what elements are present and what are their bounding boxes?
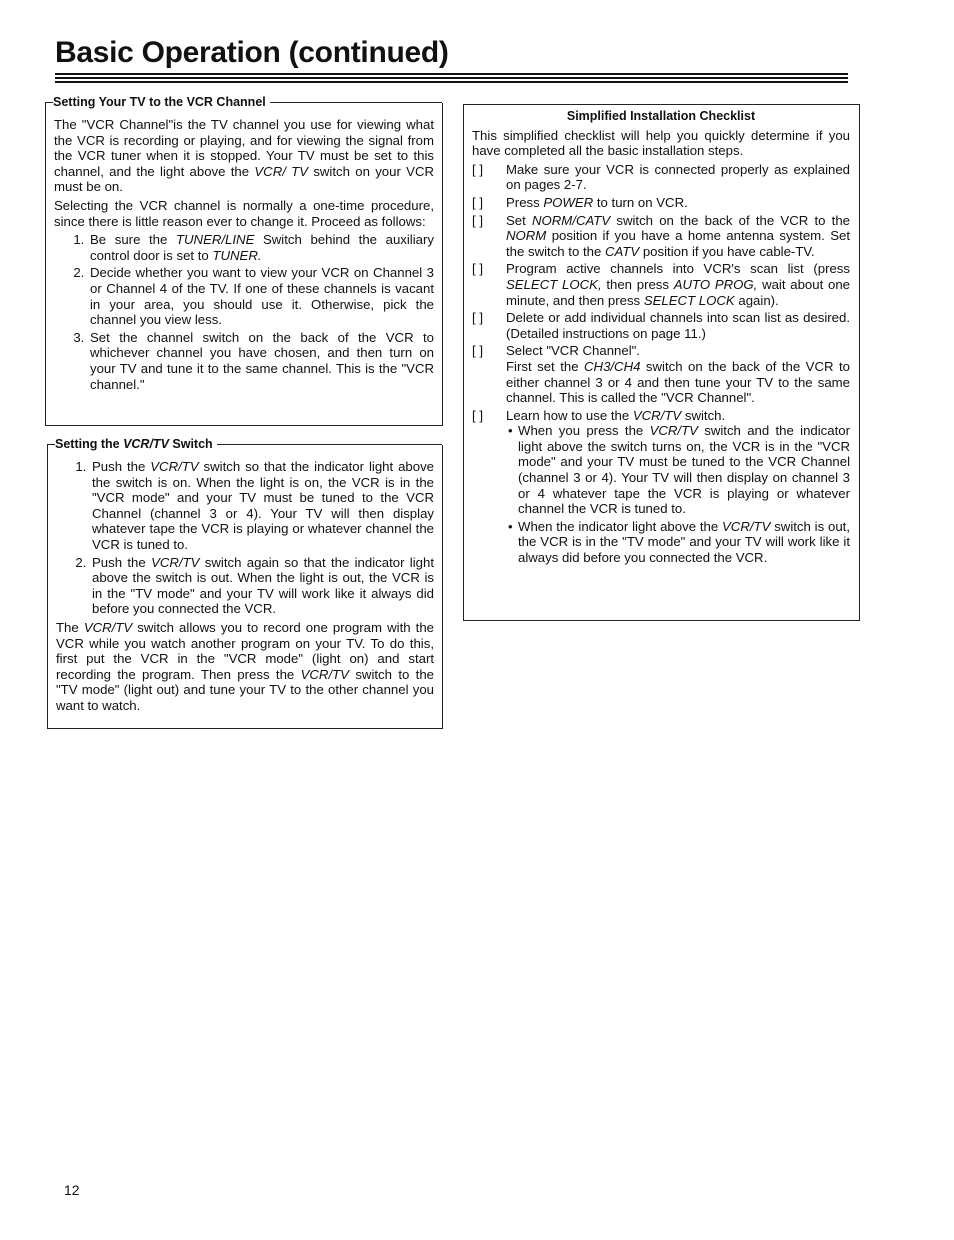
checklist-item: [ ] Set NORM/CATV switch on the back of the VCR to the NORM position if you have a home antenna system. Set the switch to the CATV position if you have cable-TV. — [472, 212, 850, 259]
checkbox-bracket: [ ] — [472, 407, 483, 423]
list-item: 3. Set the channel switch on the back of the VCR to whichever channel you have chosen, and then turn on your TV and tune it to the same channel. This is the "VCR channel." — [88, 330, 434, 392]
vcr-channel-section — [45, 95, 443, 426]
steps-list — [56, 459, 434, 617]
section-heading — [53, 95, 442, 109]
list-item: • When the indicator light above the VCR/TV switch is out, the VCR is in the "TV mode" and your TV will work like it always did before you connected the VCR. — [518, 519, 850, 566]
section-title: Setting Your TV to the VCR Channel — [53, 95, 270, 109]
steps-list — [54, 232, 434, 392]
vcr-tv-switch-section — [47, 437, 443, 729]
checklist-item: [ ] Select "VCR Channel". First set the CH3/CH4 switch on the back of the VCR to either channel 3 or 4 and then tune your TV to the same channel. This is called the "VCR Channel". — [472, 343, 850, 406]
paragraph: The "VCR Channel"is the TV channel you use for viewing what the VCR is recording or playing, and for viewing the signal from the VCR tuner when it is stopped. Your TV must be set to this channel, and the light above the VCR/ TV switch on your VCR must be on. — [54, 117, 434, 195]
paragraph: This simplified checklist will help you quickly determine if you have completed all the basic installation steps. — [472, 127, 850, 159]
page-title: Basic Operation (continued) — [55, 36, 449, 69]
checklist-item: [ ] Program active channels into VCR's scan list (press SELECT LOCK, then press AUTO PROG, wait about one minute, and then press SELECT LOCK again). — [472, 261, 850, 308]
checklist-item: [ ] Learn how to use the VCR/TV switch. • When you press the VCR/TV switch and the indicator light above the switch turns on, the VCR is in the "VCR mode" and your TV must be tuned to the VCR Channel (channel 3 or 4). Your TV will then display on channel 3 or 4 whatever tape the VCR is playing or whatever channel the VCR is tuned to. • When the indicator light above the VCR/TV switch is out, the VCR is in the "TV mode" and your TV will work like it always did before you connected the VCR. — [472, 408, 850, 568]
checklist-body — [472, 109, 850, 570]
section-heading — [55, 437, 442, 451]
checklist-title: Simplified Installation Checklist — [566, 109, 756, 123]
page-number: 12 — [64, 1182, 80, 1198]
list-item: • When you press the VCR/TV switch and the indicator light above the switch turns on, the VCR is in the "VCR mode" and your TV must be tuned to the VCR Channel (channel 3 or 4). Your TV will then display on channel 3 or 4 whatever tape the VCR is playing or whatever channel the VCR is tuned to. — [518, 423, 850, 517]
section-body — [56, 459, 434, 717]
installation-checklist — [463, 104, 860, 621]
checkbox-bracket: [ ] — [472, 212, 483, 228]
bullet-list — [506, 423, 850, 565]
list-item: 1. Push the VCR/TV switch so that the indicator light above the switch is on. When the light is on, the VCR is in the "VCR mode" and your TV must be tuned to the VCR Channel (channel 3 or 4). Your TV will then display whatever tape the VCR is playing or whatever channel the VCR is tuned to. — [90, 459, 434, 553]
paragraph: Selecting the VCR channel is normally a one-time procedure, since there is little reason ever to change it. Proceed as follows: — [54, 197, 434, 229]
title-rule — [55, 77, 848, 79]
title-rule — [55, 73, 848, 75]
list-item: 2. Decide whether you want to view your VCR on Channel 3 or Channel 4 of the TV. If one of these channels is vacant in your area, you should use it. Otherwise, pick the channel you view less. — [88, 265, 434, 327]
paragraph: The VCR/TV switch allows you to record one program with the VCR while you watch another program on your TV. To do this, first put the VCR in the "VCR mode" (light on) and start recording the program. Then press the VCR/TV switch to the "TV mode" (light out) and tune your TV to the other channel you want to watch. — [56, 619, 435, 713]
checkbox-bracket: [ ] — [472, 343, 483, 359]
list-item: 1. Be sure the TUNER/LINE Switch behind the auxiliary control door is set to TUNER. — [88, 232, 434, 263]
section-title: Setting the VCR/TV Switch — [55, 437, 217, 451]
title-rule — [55, 81, 848, 83]
checkbox-bracket: [ ] — [472, 194, 483, 210]
checklist-item: [ ] Delete or add individual channels into scan list as desired. (Detailed instructions on page 11.) — [472, 310, 850, 341]
checkbox-bracket: [ ] — [472, 310, 483, 326]
checkbox-bracket: [ ] — [472, 161, 483, 177]
checkbox-bracket: [ ] — [472, 261, 483, 277]
list-item: 2. Push the VCR/TV switch again so that the indicator light above the switch is out. When the light is out, the VCR is in the "TV mode" and your TV will work like it always did before you connected the VCR. — [90, 555, 434, 617]
checklist-item: [ ] Make sure your VCR is connected properly as explained on pages 2-7. — [472, 161, 850, 193]
section-body — [54, 117, 434, 395]
checklist-item: [ ] Press POWER to turn on VCR. — [472, 194, 688, 210]
